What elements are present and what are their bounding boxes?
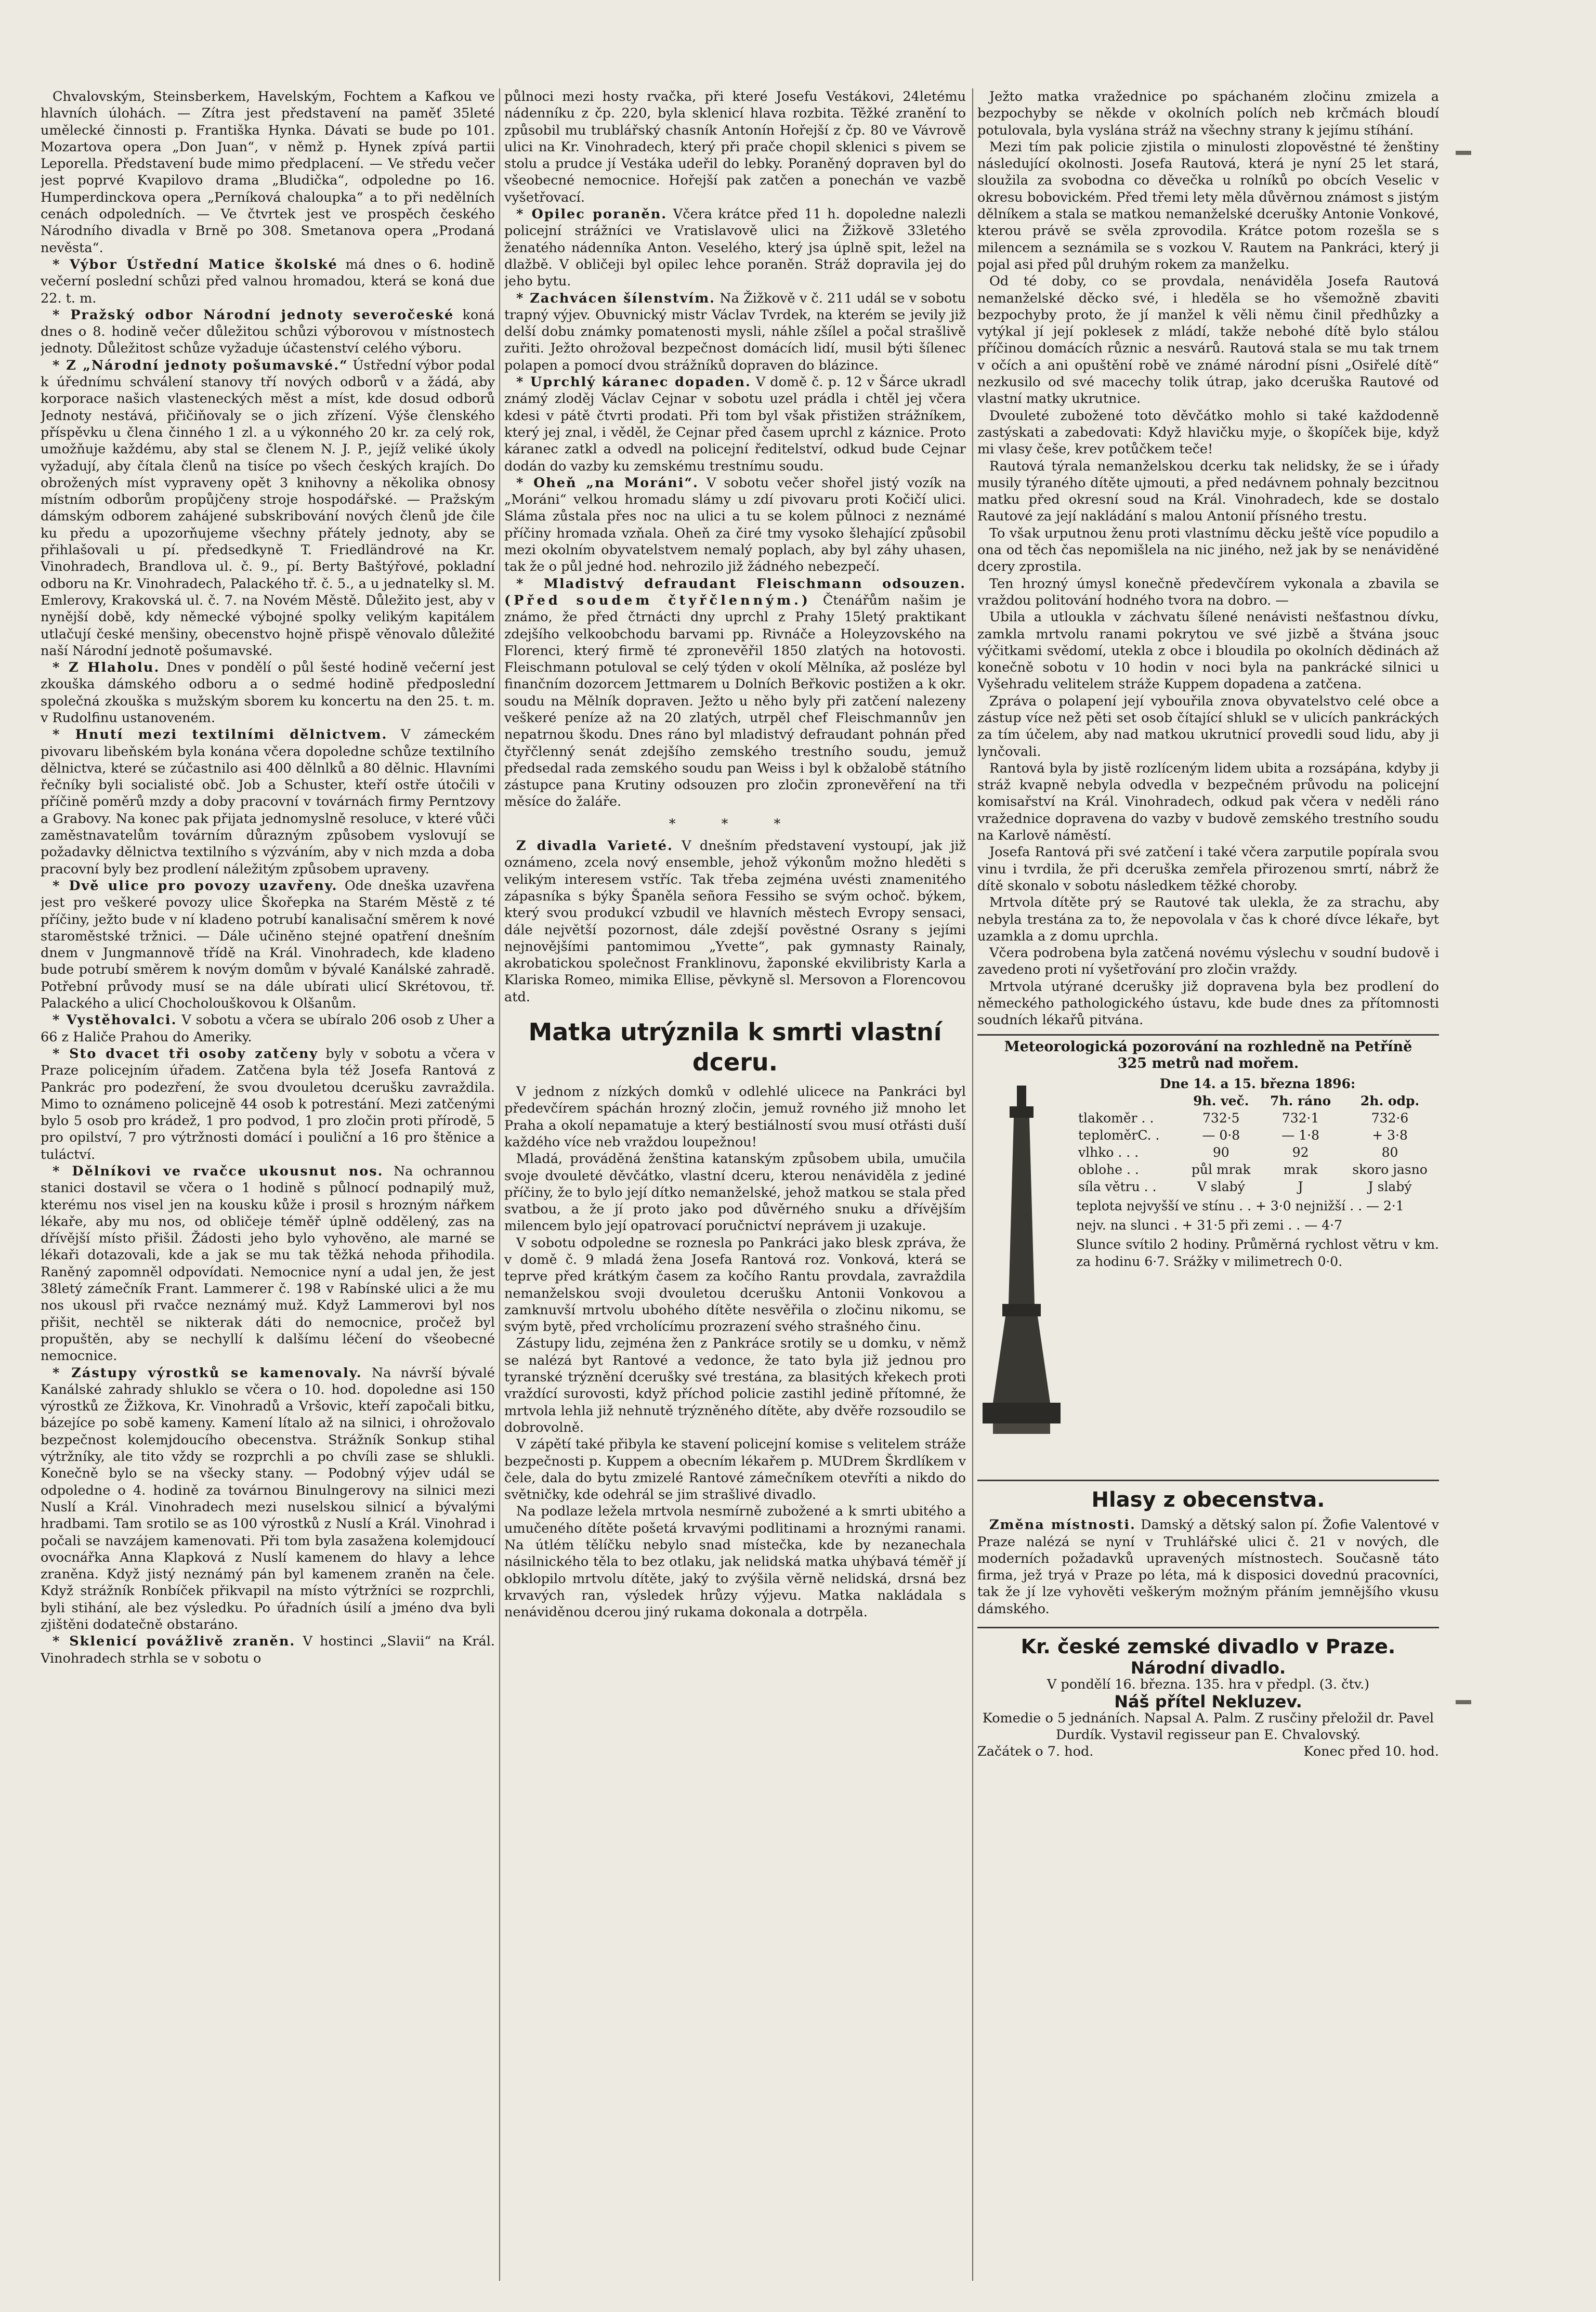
news-heading: * Vystěhovalci. [52, 1012, 177, 1028]
theatre-end: Konec před 10. hod. [1303, 1744, 1439, 1760]
meteo-label: síla větru . . [1078, 1179, 1157, 1195]
meteo-summary: Slunce svítilo 2 hodiny. Průměrná rychlost větru v km. za hodinu 6·7. Srážky v milimetrech 0·0. [1076, 1237, 1439, 1270]
news-text: Ústřední výbor podal k úřednímu schválení stanovy tří nových odborů v a žádá, aby korporace našich vlasteneckých měst a míst, kde dosud odborů Jednoty nestává, přičiňovaly se o jich zřízení. Výše členského příspěvku u člena činného 1 zl. a u výkonného 20 kr. za celý rok, umožňuje každému, aby stal se členem N. J. P., jejíž veliké úkoly vyžadují, aby čítala členů na tisíce po všech českých krajích. Do obrožených míst vypraveny opět 3 knihovny a několika obnosy místním odborům propůjčeny stroje hospodářské. — Pražským dámským odborem zahájené subskribování nových členů jde čile ku předu a upozorňujeme všechny přátely jednoty, aby se přihlašovali u pí. předsedkyně T. Friedländrové na Kr. Vinohradech, Brandlova ul. č. 9., pí. Berty Baštýřové, pokladní odboru na Kr. Vinohradech, Palackého tř. č. 5., a u jednatelky sl. M. Emlerovy, Krakovská ul. č. 7. na Novém Městě. Důležito jest, aby v nynější době, kdy německé výbojné spolky velikým kapitálem utlačují české menšiny, obecenstvo hojně přispě věnovalo důležité naší Národní jednotě pošumavské. [41, 357, 495, 659]
article-theatre-schedule: Chvalovským, Steinsberkem, Havelským, Fochtem a Kafkou ve hlavních úlohách. — Zítra jest představení na paměť 35leté umělecké činnosti p. Františka Hynka. Dávati se bude po 101. Mozartova opera „Don Juan“, v němž p. Hynek zpívá partii Leporella. Představení bude mimo předplacení. — Ve středu večer jest poprvé Kvapilovo drama „Bludička“, odpoledne po 16. Humperdinckova opera „Perníková chaloupka“ a to při nedělních cenách odpoledních. — Ve čtvrtek jest ve prospěch českého Národního divadla v Brně po 308. Smetanova opera „Prodaná nevěsta“. [41, 89, 495, 256]
meteo-value: 80 [1381, 1145, 1398, 1160]
theatre-description: Komedie o 5 jednáních. Napsal A. Palm. Z rusčiny přeložil dr. Pavel Durdík. Vystavil regisseur pan E. Chvalovský. [982, 1710, 1434, 1743]
meteo-row [1076, 1178, 1439, 1195]
meteo-value: — 0·8 [1202, 1128, 1240, 1143]
news-text: Ode dneška uzavřena jest pro veškeré povozy ulice Škořepka na Starém Městě z té příčiny, ježto bude v ní kladeno potrubí kanalisační směrem k nové staroměstské tržnici. — Dále učiněno stejné opatření dnešním dnem v Jungmannově třídě na Král. Vinohradech, kde kladeno bude potrubí směrem k novým domům v bývalé Kanálské zahradě. Potřební průvody musí se na dále ubírati ulicí Skrétovou, tř. Palackého a ulicí Chocholouškovou k Olšanům. [41, 878, 495, 1012]
news-text: Včera krátce před 11 h. dopoledne nalezli policejní strážníci ve Vratislavově ulici na Žižkově 33letého ženatého nádenníka Anton. Veselého, který jsa úplně spit, ležel na dlažbě. V obličeji byl opilec lehce poraněn. Stráž dopravila jej do jeho bytu. [504, 206, 966, 290]
news-item [41, 659, 495, 726]
news-heading: * Sklenicí povážlivě zraněn. [52, 1634, 296, 1650]
article-paragraph: Mrtvola dítěte prý se Rautové tak ulekla, že za strachu, aby nebyla trestána za to, že nepovolala v čas k choré dívce lékaře, byt uzamkla a z domu uprchla. [977, 895, 1439, 944]
news-text: Na návrší bývalé Kanálské zahrady shluklo se včera o 10. hod. dopoledne asi 150 výrostků ze Žižkova, Kr. Vinohradů a Vršovic, kteří započali bitku, bázejíce po sobě kameny. Kamení lítalo až na silnici, i ohrožovalo bezpečnost kolemjdoucího obecenstva. Strážník Sonkup stihal výtržníky, ale tito vždy se rozprchli a po chvíli zase se shlukli. Konečně bylo se na všecky stany. — Podobný výjev udál se odpoledne o 4. hodině za továrnou Binulngerovy na silnici mezi Nuslí a Král. Vinohradech mezi nuselskou silnicí a bývalými hradbami. Tam srotilo se as 100 výrostků z Nuslí a Král. Vinohrad i počali se navzájem kamenovati. Při tom byla zasažena kolemjdoucí ovocnářka Anna Klapková z Nuslí kamenem do hlavy a lehce zraněna. Když jistý neznámý pán byl kamenem zraněn na čele. Když strážník Ronbíček přikvapil na místo výtržníci se rozprchli, byli stihání, ale bez výsledku. Po úřadních úsilí a jméno dva byli zjištěni dodatečně obstaráno. [41, 1365, 495, 1633]
news-item [504, 206, 966, 290]
article-paragraph: V jednom z nízkých domků v odlehlé ulicece na Pankráci byl předevčírem spáchán hrozný zločin, jemuž rovného již mnoho let Praha a okolí nepamatuje a který bestiálností svou musí otřásti duší každého více neb vraždou loupežnou! [504, 1084, 966, 1150]
meteo-row [1076, 1127, 1439, 1144]
meteo-label: oblohe . . [1078, 1162, 1139, 1178]
article-paragraph: Zástupy lidu, zejména žen z Pankráce srotily se u domku, v němž se nalézá byt Rantové a vedonce, že tato byla již jednou pro tyranské trýznění dcerušky své trestána, za blasitých křekech proti vraždící surovosti, když příchod policie zastihl jedině přítomné, že mrtvola lehla již nehnutě trýzněného dítěte, aby dvěře rozsoudilo se dobrovolně. [504, 1336, 966, 1435]
meteo-value: J slabý [1368, 1179, 1412, 1195]
meteo-label: teploměrC. . [1078, 1128, 1160, 1143]
article-paragraph: Rantová byla by jistě rozlíceným lidem ubita a rozsápána, kdyby ji stráž kvapně nebyla odvedla v bezpečném průvodu na policejní komisařství na Král. Vinohradech, odkud pak včera v neděli ráno vražednice dopravena do vazby v budově zemského trestního soudu na Karlově náměstí. [977, 760, 1439, 844]
news-text: V dnešním představení vystoupí, jak již oznámeno, zcela nový ensemble, jehož výkonům možno hleděti s velikým interesem vstříc. Tak třeba zejména uvésti znamenitého zápasníka s býky Španěla señora Fessiho se svým ochoč. býkem, který svou produkcí vzbudil ve hlavních městech Evropy sensaci, dále největší pozornost, dále zdejší pověstné Osrany s jejími nejnovějšími pantomimou „Yvette“, pak gymnasty Rainaly, akrobatickou společnost Franklinovu, žaponské ekvilibristy Karla a Klariska Romeo, mimika Ellise, pěvkyně sl. Mersovon a Florencovou atd. [504, 838, 966, 1005]
meteo-header-cell: 9h. več. [1193, 1093, 1249, 1109]
news-text: V sobotu večer shořel jistý vozík na „Moráni“ velkou hromadu slámy u zdí pivovaru proti Kočičí ulici. Sláma zůstala přes noc na ulici a tu se kolem půlnoci z neznámé příčiny hromada vzňala. Oheň za čiré tmy vysoko šlehající způsobil mezi okolním obyvatelstvem nemalý poplach, aby byl záhy uhasen, tak že o půl jedné hod. nehrozilo již žádného nebezpečí. [504, 475, 966, 575]
column-left [41, 88, 495, 2281]
news-text: koná dnes o 8. hodině večer důležitou schůzi výborovou v místnostech jednoty. Důležitost schůze vyžaduje účastenství celého výboru. [41, 307, 495, 357]
margin-mark [1456, 151, 1471, 155]
news-item [41, 726, 495, 878]
article-headline: Matka utrýznila k smrti vlastní dceru. [528, 1018, 942, 1077]
theatre-start: Začátek o 7. hod. [977, 1744, 1094, 1760]
news-text: V sobotu a včera se ubíralo 206 osob z Uher a 66 z Haliče Prahou do Ameriky. [41, 1012, 495, 1045]
meteo-value: 732·5 [1202, 1111, 1240, 1126]
meteo-temperature: nejv. na slunci . + 31·5 při zemi . . — 4·7 [1076, 1218, 1343, 1233]
news-heading: * Hnutí mezi textilními dělnictvem. [52, 727, 388, 743]
notice-text: Damský a dětský salon pí. Žofie Valentové v Praze nalézá se nyní v Truhlářské ulici č. 21 v nových, dle moderních požadavků upravených místnostech. Současně táto firma, jež tryá v Praze po léta, má k disposici dovednú pracovníci, tak že jí lze vyhověti veškerým možným přáním jemnějšího vkusu dámského. [977, 1517, 1439, 1617]
article-paragraph: Rautová týrala nemanželskou dcerku tak nelidsky, že se i úřady musily týraného dítěte ujmouti, a před nedávnem pohnaly bezcitnou matku před okresní soud na Král. Vinohradech, kde se dostalo Rautové za její nakládání s malou Antonií přísného trestu. [977, 458, 1439, 525]
meteo-table [1076, 1075, 1439, 1270]
article-paragraph: To však urputnou ženu proti vlastnímu děcku ještě více popudilo a ona od těch čas nepomišlela na nic jiného, než jak by se nenáviděné dcery zprostila. [977, 525, 1439, 575]
column-rule [972, 88, 973, 2281]
news-heading: * Zachvácen šílenstvím. [516, 290, 716, 306]
article-paragraph: Od té doby, co se provdala, nenáviděla Josefa Rautová nemanželské děcko své, i hleděla se ho všemožně zbaviti bezpochyby proto, že jí manžel k věli němu činil předhůzky a vytýkal jí její poklesek z mládí, takže nebohé dítě bylo stálou příčinou domácích různic a nesvárů. Rautová stala se mu tak trnem v očích a ani opuštění robě ve známé národní písni „Osiřelé dítě“ nezkusilo od své macechy tolik útrap, jako dceruška Rautové od vlastní matky ukrutnice. [977, 273, 1439, 407]
meteo-label: vlhko . . . [1078, 1145, 1139, 1160]
news-item [41, 357, 495, 659]
news-heading: * Zástupy výrostků se kamenovaly. [52, 1365, 362, 1381]
section-title: Hlasy z obecenstva. [977, 1480, 1439, 1513]
news-text: Dnes v pondělí o půl šesté hodině večerní jest zkouška dámského odboru a o sedmé hodině předposlední společná zkouška s mužským sborem ku koncertu na den 25. t. m. v Rudolfinu ustanoveném. [41, 660, 495, 726]
news-heading: * Sto dvacet tři osoby zatčeny [52, 1046, 319, 1062]
news-text: V domě č. p. 12 v Šárce ukradl známý zloděj Václav Cejnar v sobotu uzel prádla i chtěl jej včera kdesi v pátě čtvrti prodati. Při tom byl však přistižen strážníkem, který jej znal, i věděl, že Cejnar před časem uprchl z káznice. Proto káranec zatkl a odvedl na policejní ředitelství, odkud bude Cejnar dodán do vazby ku zemskému trestnímu soudu. [504, 374, 966, 474]
news-item [41, 1012, 495, 1046]
meteo-subtitle: 325 metrů nad mořem. [1117, 1055, 1299, 1072]
meteo-header-cell: 2h. odp. [1360, 1093, 1420, 1109]
margin-mark [1456, 1700, 1471, 1704]
meteo-value: J [1298, 1179, 1303, 1195]
meteo-value: 732·1 [1281, 1111, 1319, 1126]
news-text: půlnoci mezi hosty rvačka, při které Josefu Vestákovi, 24letému nádenníku z čp. 220, byla sklenicí hlava rozbita. Těžké zranění to způsobil mu trublářský chasník Antonín Hořejší z čp. 80 ve Vávrově ulici na Kr. Vinohradech, který při prače chopil sklenici s pivem se stolu a prudce jí Vestáka udeřil do lebky. Poraněný dopraven byl do všeobecné nemocnice. Hořejší pak zatčen a ponechán ve vazbě vyšetřovací. [504, 89, 966, 205]
meteo-header-row [1076, 1092, 1439, 1109]
news-item [41, 1046, 495, 1163]
news-text: má dnes o 6. hodině večerní poslední schůzi před valnou hromadou, která se koná due 22. t. m. [41, 256, 495, 306]
news-item [41, 1633, 495, 1667]
meteo-value: 92 [1292, 1145, 1309, 1160]
petrin-tower-icon [983, 1086, 1061, 1434]
article-paragraph: V sobotu odpoledne se roznesla po Pankráci jako blesk zpráva, že v domě č. 9 mladá žena Josefa Rantová roz. Vonková, která se teprve před krátkým časem za kočího Rantu provdala, zavraždila nemanželskou svoji dvouletou dcerušku Antonii Vonkovou a zamknuvší mrtvolu ubohého dítěte nesvěřila o zločinu nikomu, se svým bytě, před vrcholícímu prozrazení svého strašného činu. [504, 1235, 966, 1335]
article-paragraph: Včera podrobena byla zatčená novému výslechu v soudní budově i zavedeno proti ní vyšetřování pro zločin vraždy. [977, 945, 1439, 978]
news-item [504, 576, 966, 811]
theatre-subtitle: Národní divadlo. [1130, 1658, 1286, 1678]
meteo-value: 90 [1212, 1145, 1229, 1160]
news-item [504, 290, 966, 374]
meteo-value: — 1·8 [1281, 1128, 1319, 1143]
news-heading: * Dělníkovi ve rvačce ukousnut nos. [52, 1164, 384, 1179]
article-paragraph: Ten hrozný úmysl konečně předevčírem vykonala a zbavila se vraždou politování hodného tvora na dobro. — [977, 576, 1439, 608]
news-heading: * Dvě ulice pro povozy uzavřeny. [52, 878, 338, 894]
article-paragraph: Mezi tím pak policie zjistila o minulosti zlopověstné té ženštiny následující okolnosti. Josefa Rautová, která je nyní 25 let stará, sloužila za svobodna co děvečka u rolníků po obcích Veselic v okresu bobovickém. Před třemi lety měla důvěrnou známost s jistým dělníkem a stala se matkou nemanželské dcerušky Antonie Vonkové, kterou právě se svěla zprovodila. Krátce potom rozešla se s milencem a seznámila se s vozkou V. Rautem na Pankráci, který ji pojal asi před půl druhým rokem za manželku. [977, 139, 1439, 272]
meteo-data-table [1076, 1092, 1439, 1195]
news-item [41, 307, 495, 357]
article-paragraph: Ježto matka vražednice po spáchaném zločinu zmizela a bezpochyby se někde v okolních polích neb krčmách bloudí potulovala, byla vyslána stráž na všechny strany k jejímu stíhání. [977, 89, 1439, 138]
news-item [41, 1163, 495, 1365]
meteo-header-cell: 7h. ráno [1270, 1093, 1331, 1109]
theatre-title: Kr. české zemské divadlo v Praze. [977, 1627, 1439, 1660]
article-paragraph: Josefa Rantová při své zatčení i také včera zarputile popírala svou vinu i tvrdila, že při dceruška zemřela přirozenou smrtí, nábrž že dítě skonalo v sobotu následkem těžké choroby. [977, 844, 1439, 894]
meteo-row [1076, 1144, 1439, 1161]
news-heading: Z divadla Varieté. [516, 838, 673, 854]
meteo-row [1076, 1161, 1439, 1178]
meteo-date: Dne 14. a 15. března 1896: [1159, 1076, 1356, 1092]
article-paragraph: Mrtvola utýrané dcerušky již dopravena byla bez prodlení do německého pathologického ústavu, kde bude dnes za přítomnosti soudních lékařů pitvána. [977, 978, 1439, 1028]
article-paragraph: V zápětí také přibyla ke stavení policejní komise s velitelem stráže bezpečnosti p. Kuppem a obecním lékařem p. MUDrem Škrdlíkem v čele, dala do bytu zmizelé Rantové zámečníkem otevříti a nikdo do světničky, kde odehrál se jim strašlivé divadlo. [504, 1436, 966, 1503]
separator-stars: * * * [669, 816, 802, 832]
meteo-header-cell [1076, 1092, 1182, 1109]
article-paragraph: Zpráva o polapení její vybouřila znova obyvatelstvo celé obce a zástup více než pěti set osob čítající shlukl se v ulicích pankráckých za tím účelem, aby nad matkou ukrutnicí provedli soud lidu, aby ji lynčovali. [977, 693, 1439, 760]
news-heading: * Výbor Ústřední Matice školské [52, 256, 338, 272]
column-right [977, 88, 1439, 2281]
theatre-times [977, 1743, 1439, 1760]
notice-item [977, 1517, 1439, 1617]
news-text: Čtenářům našim je známo, že před čtrnácti dny uprchl z Prahy 15letý praktikant zdejšího velkoobchodu barvami pp. Rivnáče a Holeyzovského na Florenci, který firmě té zpronevěřil 1850 zlatých na hotovosti. Fleischmann potuloval se celý týden v okolí Mělníka, až posléze byl finančním dozorcem Jettmarem u Dolních Beřkovic postižen a k okr. soudu na Mělník dopraven. Ježto u něho byly při zatčení nalezeny veškeré peníze až na 20 zlatých, utrpěl chef Fleischmannův jen nepatrnou škodu. Dnes ráno byl mladistvý defraudant pohnán před čtyřčlenný senát zdejšího zemského trestního soudu, jemuž předsedal rada zemského soudu pan Weiss i byl k obžalobě státního zástupce pana Krutiny odsouzen pro zločin zpronevěření na tři měsíce do žaláře. [504, 592, 966, 810]
meteo-value: V slabý [1197, 1179, 1245, 1195]
meteo-label: tlakoměr . . [1078, 1111, 1154, 1126]
article-paragraph: Mladá, prováděná ženština katanským způsobem ubila, umučila svoje dvouleté děvčátko, vlastní dceru, kterou nenáviděla z jediné příčiny, že to bylo její dítko nemanželské, jehož matkou se stala před svatbou, a že jí proto jako pod důvěrného snuku a dřívějším milencem bylo její opatrovací poručnictví neprávem ji uzakuje. [504, 1151, 966, 1234]
news-text: V zámeckém pivovaru libeňském byla konána včera dopoledne schůze textilního dělnictva, které se zúčastnilo asi 400 dělnlků a 80 dělnic. Hlavními řečníky byli socialisté obč. Job a Schuster, kteří ostře útočili v příčině poměrů mzdy a doby pracovní v továrnách firmy Perntzovy a Grabovy. Na konec pak přijata jednomyslně resoluce, v které vůči zaměstnavatelům továrním důrazným způsobem vyslovují se požadavky dělnictva textilního s výzváním, aby v nich mzda a doba pracovní byly bez prodlení náležitým způsobem upraveny. [41, 727, 495, 877]
news-item [504, 374, 966, 475]
news-heading: * Oheň „na Moráni“. [516, 475, 699, 491]
news-item [41, 1365, 495, 1634]
news-heading: * Z „Národní jednoty pošumavské.“ [52, 357, 348, 373]
news-heading: * Z Hlaholu. [52, 660, 160, 676]
notice-heading: Změna místnosti. [989, 1517, 1136, 1533]
theatre-play: Náš přítel Nekluzev. [1114, 1691, 1302, 1712]
meteo-value: skoro jasno [1352, 1162, 1428, 1178]
theatre-date: V pondělí 16. března. 135. hra v předpl. (3. čtv.) [1046, 1677, 1370, 1693]
meteo-value: 732·6 [1371, 1111, 1409, 1126]
news-heading: * Uprchlý káranec dopaden. [516, 374, 751, 390]
meteo-temperature: teplota nejvyšší ve stínu . . + 3·0 nejnižší . . — 2·1 [1076, 1198, 1404, 1214]
article-paragraph: Ubila a utloukla v záchvatu šílené nenávisti nešťastnou dívku, zamkla mrtvolu ranami pokrytou ve své jizbě a štvána jsouc výčitkami svědomí, utekla z obce i bloudila po okolních dědinách až konečně sobotu v 10 hodin v noci byla na pankrácké silnici u Vyšehradu velitelem stráže Kuppem dopadena a zatčena. [977, 609, 1439, 693]
news-subheading: (Před soudem čtyřčlenným.) [504, 592, 811, 608]
news-text: V hostinci „Slavii“ na Král. Vinohradech strhla se v sobotu o [41, 1634, 495, 1666]
news-heading: * Mladistvý defraudant Fleischmann odsouzen. [516, 576, 966, 592]
news-heading: * Opilec poraněn. [516, 206, 668, 223]
meteo-value: půl mrak [1191, 1162, 1251, 1178]
meteo-title: Meteorologická pozorování na rozhledně na Petříně [1004, 1038, 1412, 1055]
column-rule [499, 88, 500, 2281]
meteo-value: + 3·8 [1372, 1128, 1408, 1143]
news-text: Na ochrannou stanici dostavil se včera o 1 hodině s půlnocí podnapilý muž, kterému nos visel jen na kousku kůže i prosil s hrozným nářkem lékaře, aby mu nos, od obličeje téměř úplně oddělený, zas na dřívější místo přišil. Žádosti jeho bylo vyhověno, ale marné se lékaři dotazovali, kde a jak se mu tak těžká nehoda přihodila. Raněný zapomněl odpovídati. Nemocnice nyní a udal jen, že jest 38letý zámečník Frant. Lammerer č. 198 v Rabínské ulici a že mu nos ukousl při rvačce neznámý muž. Když Lammerovi byl nos přišit, nechtěl se nikterak dáti do nemocnice, pročež byl propuštěn, aby se nechyllí k dalšímu léčení do všeobecné nemocnice. [41, 1164, 495, 1364]
news-item [41, 256, 495, 307]
news-item [504, 838, 966, 1005]
news-text: Na Žižkově v č. 211 udál se v sobotu trapný výjev. Obuvnický mistr Václav Tvrdek, na kterém se jevily již delší dobu známky pomatenosti mysli, náhle zšílel a počal strašlivě zuřiti. Ježto ohrožoval bezpečnost domácích lidí, musil býti šílenec polapen a pomocí dvou strážníků dopraven do blázince. [504, 290, 966, 373]
news-text: byly v sobotu a včera v Praze policejním úřadem. Zatčena byla též Josefa Rantová z Pankrác pro podezření, že svou dvouletou dcerušku zavraždila. Mimo to oznámeno policejně 44 osob k potrestání. Mezi zatčenými bylo 5 osob pro krádež, 1 pro podvod, 1 pro zločin proti přírodě, 5 pro opilství, 7 pro výtržnosti domácí i pouliční a 16 pro štěnice a tuláctví. [41, 1046, 495, 1162]
article-paragraph: Dvouleté zubožené toto děvčátko mohlo si také každodenně zastýskati a zabedovati: Když hlavičku myje, o škopíček bije, když mi vlasy češe, krev potůčkem teče! [977, 408, 1439, 458]
meteo-section [977, 1034, 1439, 1471]
meteo-value: mrak [1283, 1162, 1318, 1178]
column-middle [504, 88, 966, 2281]
news-item [41, 878, 495, 1012]
news-heading: * Pražský odbor Národní jednoty severočeské [52, 307, 454, 323]
news-item [504, 475, 966, 576]
meteo-row [1076, 1109, 1439, 1127]
meteo-box [977, 1075, 1439, 1470]
article-paragraph: Na podlaze ležela mrtvola nesmírně zubožené a k smrti ubitého a umučeného dítěte pošetá krvavými podlitinami a hroznými ranami. Na útlém tělíčku nebylo snad místečka, kde by nezanechala násilnického těla to bez otlaku, jak nelidská matka uhýbavá téměř jí obklopilo mrtvolu dítěte, jaký to zvýšila věrně nelidská, drsná bez krvavých ran, výsledek hrůzy výjevu. Matka nakládala s nenáviděnou dcerou jiný rukama dokonala a dotrpěla. [504, 1504, 966, 1621]
